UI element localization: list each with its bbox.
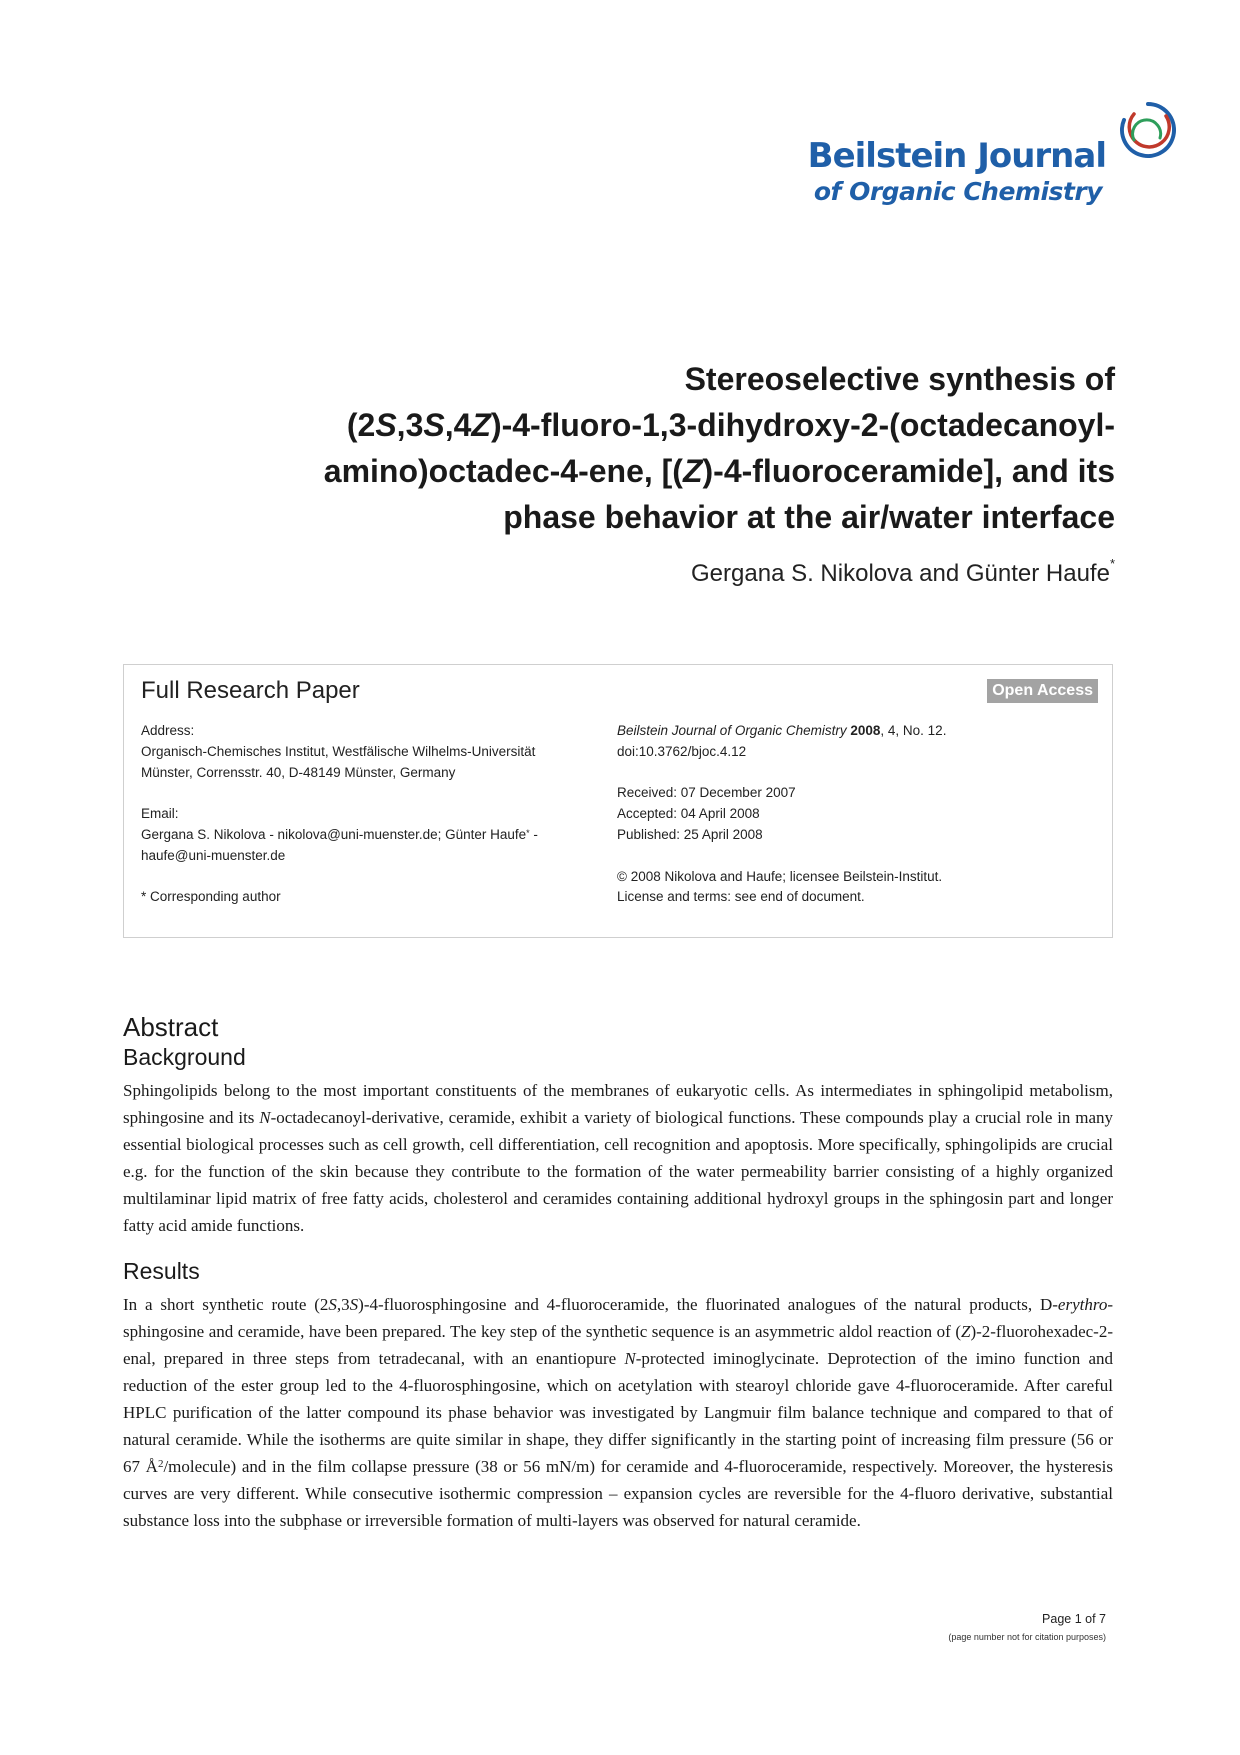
citation-column: Beilstein Journal of Organic Chemistry 2008, 4, No. 12. doi:10.3762/bjoc.4.12 Received: 07 December 2007 Accepted: 04 April 2008 Published: 25 April 2008 © 2008 Nikolova and Haufe; licensee Beilstein-Institut. License and terms: see end of document.: [617, 721, 1097, 908]
page-number-note: (page number not for citation purposes): [948, 1632, 1106, 1642]
paper-type: Full Research Paper: [141, 677, 360, 704]
article-title: Stereoselective synthesis of (2S,3S,4Z)-4-fluoro-1,3-dihydroxy-2-(octadecanoyl- amino)octadec-4-ene, [(Z)-4-fluoroceramide], and its phase behavior at the air/water interface: [323, 361, 1115, 535]
article-info-box: [123, 664, 1113, 938]
background-heading: Background: [123, 1044, 246, 1070]
abstract-heading: Abstract: [123, 1012, 219, 1042]
citation: Beilstein Journal of Organic Chemistry 2008, 4, No. 12.: [617, 723, 947, 738]
affiliation-column: Address: Organisch-Chemisches Institut, Westfälische Wilhelms-Universität Münster, Corrensstr. 40, D-48149 Münster, Germany Email: Gergana S. Nikolova - nikolova@uni-muenster.de; Günter Haufe* - haufe@uni-muenster.de * Corresponding author: [141, 721, 581, 908]
page-number: Page 1 of 7: [1042, 1612, 1106, 1626]
authors: Gergana S. Nikolova and Günter Haufe*: [691, 556, 1115, 587]
doi: doi:10.3762/bjoc.4.12: [617, 743, 747, 759]
open-access-badge: Open Access: [987, 679, 1098, 703]
results-heading: Results: [123, 1258, 200, 1284]
corresponding-author: * Corresponding author: [141, 889, 281, 905]
results-paragraph: In a short synthetic route (2S,3S)-4-fluorosphingosine and 4-fluoroceramide, the fluorinated analogues of the natural products, D-erythro-sphingosine and ceramide, have been prepared. The key step of the synthetic sequence is an asymmetric aldol reaction of (Z)-2-fluorohexadec-2-enal, prepared in three steps from tetradecanal, with an enantiopure N-protected iminoglycinate. Deprotection of the imino function and reduction of the ester group led to the 4-fluorosphingosine, which on acetylation with stearoyl chloride gave 4-fluoroceramide. After careful HPLC purification of the latter compound its phase behavior was investigated by Langmuir film balance technique and compared to that of natural ceramide. While the isotherms are quite similar in shape, they differ significantly in the starting point of increasing film pressure (56 or 67 $Å^2/molecule$) and in the film collapse pressure (38 or 56 mN/m) for ceramide and 4-fluoroceramide, respectively. Moreover, the hysteresis curves are very different. While consecutive isothermic compression – expansion cycles are reversible for the 4-fluoro derivative, substantial substance loss into the subphase or irreversible formation of multi-layers was observed for natural ceramide.: [123, 1295, 1114, 1530]
background-paragraph: Sphingolipids belong to the most important constituents of the membranes of eukaryotic cells. As intermediates in sphingolipid metabolism, sphingosine and its N-octadecanoyl-derivative, ceramide, exhibit a variety of biological functions. These compounds play a crucial role in many essential biological processes such as cell growth, cell differentiation, cell recognition and apoptosis. More specifically, sphingolipids are crucial e.g. for the function of the skin because they contribute to the formation of the water permeability barrier consisting of a highly organized multilaminar lipid matrix of free fatty acids, cholesterol and ceramides containing additional hydroxyl groups in the sphingosin part and longer fatty acid amide functions.: [123, 1081, 1113, 1235]
journal-logo-text: [808, 136, 1106, 208]
journal-subname: of Organic Chemistry: [813, 177, 1102, 206]
journal-name: Beilstein Journal: [807, 136, 1106, 176]
email-line: Gergana S. Nikolova - nikolova@uni-muenster.de; Günter Haufe* -: [141, 826, 538, 842]
journal-logo-icon: [1118, 100, 1178, 160]
